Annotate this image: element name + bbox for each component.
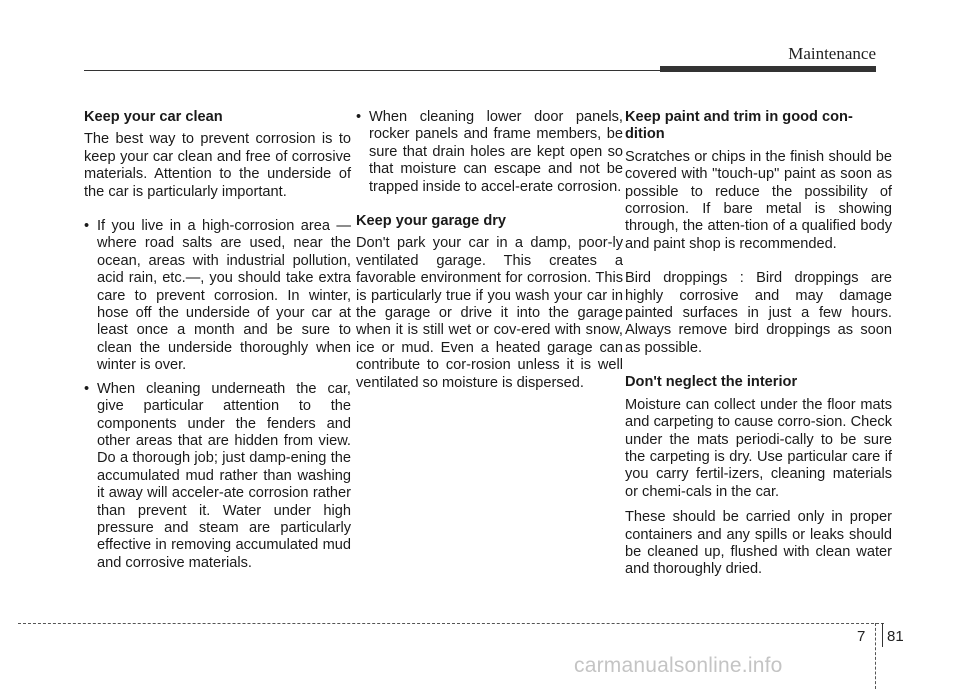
heading-keep-car-clean: Keep your car clean <box>84 109 223 125</box>
footer-dashed-vertical <box>875 623 876 689</box>
column-right <box>625 109 892 596</box>
paragraph-scratches: Scratches or chips in the finish should be covered with "touch-up" paint as soon as possible to reduce the possibility of corrosion. If bare metal is showing through, the atten-tion of a qualified body and paint shop is recommended. <box>625 148 892 252</box>
column-left <box>84 109 351 589</box>
bullet-list <box>356 109 623 196</box>
section-title: Maintenance <box>788 44 876 63</box>
watermark: carmanualsonline.info <box>574 654 783 677</box>
bullet-item: • When cleaning lower door panels, rocker panels and frame members, be sure that drain holes are kept open so that moisture can escape and not be trapped inside to accel-erate corrosion. <box>356 109 623 196</box>
column-middle <box>356 109 623 409</box>
bullet-list <box>84 218 351 572</box>
header-rule <box>84 70 660 71</box>
paragraph-bird-droppings: Bird droppings : Bird droppings are highly corrosive and may damage painted surfaces in just a few hours. Always remove bird droppings as soon as possible. <box>625 270 892 356</box>
paragraph-intro: The best way to prevent corrosion is to keep your car clean and free of corrosive materials. Attention to the underside of the car is particularly important. <box>84 131 351 200</box>
footer-dashed-rule <box>18 623 884 624</box>
page-number: 81 <box>887 628 904 645</box>
bullet-item: • When cleaning underneath the car, give particular attention to the components under the fenders and other areas that are hidden from view. Do a thorough job; just damp-ening the accumulated mud rather than washing it away will acceler-ate corrosion rather than prevent it. Water under high pressure and steam are particularly effective in removing accumulated mud and corrosive materials. <box>84 381 351 572</box>
heading-paint-trim: Keep paint and trim in good con-dition <box>625 109 853 143</box>
bullet-item: • If you live in a high-corrosion area — where road salts are used, near the ocean, areas with industrial pollution, acid rain, etc.—, you should take extra care to prevent corrosion. In winter, hose off the underside of your car at least once a month and be sure to clean the underside thoroughly when winter is over. <box>84 218 351 375</box>
paragraph-containers: These should be carried only in proper containers and any spills or leaks should be cleaned up, flushed with clean water and thoroughly dried. <box>625 509 892 578</box>
page-number-divider <box>882 623 883 647</box>
header-rule-accent <box>660 66 876 72</box>
heading-interior: Don't neglect the interior <box>625 374 798 391</box>
chapter-number: 7 <box>857 628 866 645</box>
paragraph-garage: Don't park your car in a damp, poor-ly ventilated garage. This creates a favorable environment for corrosion. This is particularly true if you wash your car in the garage or drive it into the garage when it is still wet or cov-ered with snow, ice or mud. Even a heated garage can contribute to cor-rosion unless it is well ventilated so moisture is dispersed. <box>356 235 623 391</box>
heading-keep-garage-dry: Keep your garage dry <box>356 213 507 230</box>
paragraph-moisture: Moisture can collect under the floor mats and carpeting to cause corro-sion. Check under the mats periodi-cally to be sure the carpeting is dry. Use particular care if you carry fertil-izers, cleaning materials or chemi-cals in the car. <box>625 396 892 500</box>
